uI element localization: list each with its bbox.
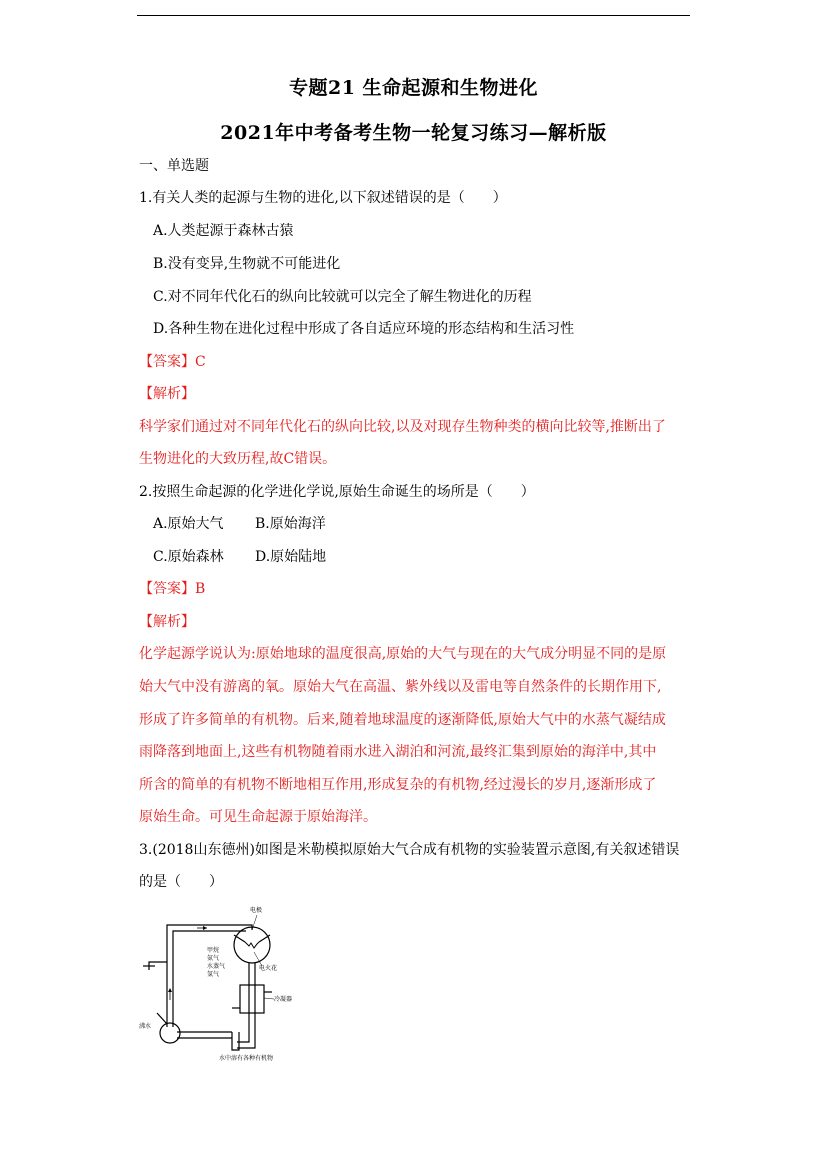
label-spark: 电火花 [259, 965, 278, 972]
q2-answer: 【答案】B [139, 581, 206, 597]
q1-analysis-line: 科学家们通过对不同年代化石的纵向比较,以及对现存生物种类的横向比较等,推断出了 [139, 419, 666, 435]
q2-option-c: C.原始森林 [153, 549, 224, 565]
label-organic: 水中溶有各种有机物 [219, 1055, 274, 1062]
q1-option-d: D.各种生物在进化过程中形成了各自适应环境的形态结构和生活习性 [153, 321, 575, 337]
label-electrode: 电极 [250, 907, 263, 914]
q1-option-b: B.没有变异,生物就不可能进化 [153, 256, 341, 272]
q2-option-d: D.原始陆地 [255, 549, 327, 565]
label-gas: 甲烷 [207, 947, 220, 954]
q1-analysis-line: 生物进化的大致历程,故C错误。 [139, 451, 337, 467]
q1-option-c: C.对不同年代化石的纵向比较就可以完全了解生物进化的历程 [153, 289, 532, 305]
q2-option-a: A.原始大气 [153, 516, 224, 532]
q2-analysis-line: 雨降落到地面上,这些有机物随着雨水进入湖泊和河流,最终汇集到原始的海洋中,其中 [139, 744, 657, 760]
q1-analysis-label: 【解析】 [139, 386, 195, 402]
label-gas: 氨气 [207, 955, 220, 962]
q2-analysis-line: 化学起源学说认为:原始地球的温度很高,原始的大气与现在的大气成分明显不同的是原 [139, 646, 667, 662]
q3-stem: 的是（ ） [139, 874, 223, 890]
label-condenser: 冷凝器 [274, 996, 293, 1003]
q2-analysis-label: 【解析】 [139, 614, 195, 630]
q2-option-b: B.原始海洋 [255, 516, 326, 532]
q3-stem: 3.(2018山东德州)如图是米勒模拟原始大气合成有机物的实验装置示意图,有关叙述错误 [139, 842, 680, 858]
label-gas: 氢气 [207, 971, 220, 978]
q2-stem: 2.按照生命起源的化学进化学说,原始生命诞生的场所是（ ） [139, 484, 535, 500]
q2-analysis-line: 所含的简单的有机物不断地相互作用,形成复杂的有机物,经过漫长的岁月,逐渐形成了 [139, 777, 657, 793]
section-heading: 一、单选题 [139, 158, 209, 174]
q2-analysis-line: 始大气中没有游离的氧。原始大气在高温、紫外线以及雷电等自然条件的长期作用下, [139, 679, 662, 695]
header-rule [137, 15, 690, 16]
q1-stem: 1.有关人类的起源与生物的进化,以下叙述错误的是（ ） [139, 190, 507, 206]
q1-option-a: A.人类起源于森林古猿 [153, 223, 294, 239]
miller-apparatus-diagram [137, 900, 297, 1065]
q2-analysis-line: 原始生命。可见生命起源于原始海洋。 [139, 809, 377, 825]
q2-analysis-line: 形成了许多简单的有机物。后来,随着地球温度的逐渐降低,原始大气中的水蒸气凝结成 [139, 712, 666, 728]
page-subtitle: 2021年中考备考生物一轮复习练习—解析版 [220, 122, 607, 144]
label-gas: 水蒸气 [207, 963, 226, 970]
label-boiling-water: 沸水 [139, 1023, 152, 1030]
q1-answer: 【答案】C [139, 354, 206, 370]
page-title: 专题21 生命起源和生物进化 [288, 77, 539, 99]
